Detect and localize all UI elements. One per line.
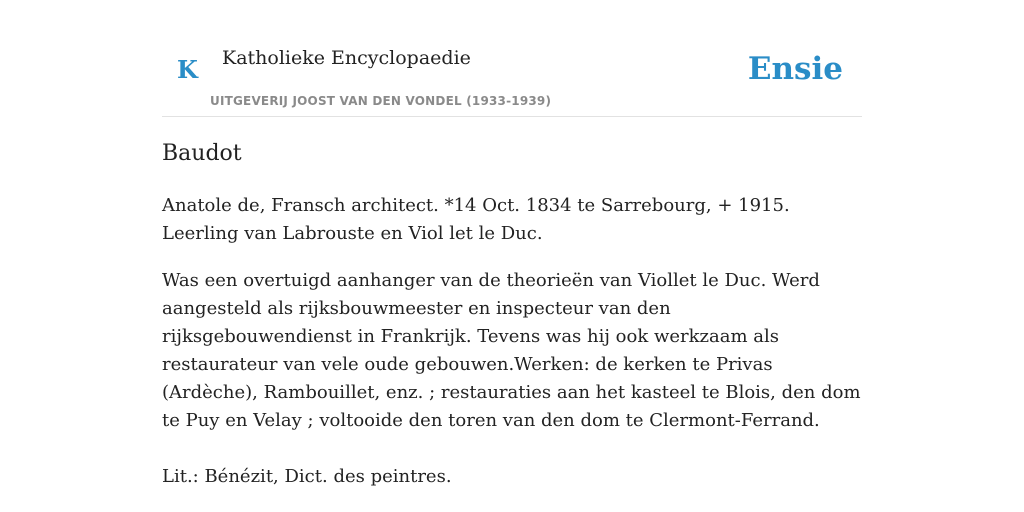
logo-icon[interactable]: K	[177, 55, 198, 84]
article-title: Baudot	[162, 141, 242, 166]
brand-logo[interactable]: Ensie	[747, 51, 843, 87]
literature-reference: Lit.: Bénézit, Dict. des peintres.	[162, 466, 452, 487]
site-title[interactable]: Katholieke Encyclopaedie	[222, 47, 471, 69]
article-paragraph: Anatole de, Fransch architect. *14 Oct. 1834 te Sarrebourg, + 1915. Leerling van Labrouste en Viol let le Duc.	[162, 195, 790, 244]
article-content	[162, 138, 862, 491]
article-paragraph: Was een overtuigd aanhanger van de theorieën van Viollet le Duc. Werd aangesteld als rijksbouwmeester en inspecteur van den rijksgebouwendienst in Frankrijk. Tevens was hij ook werkzaam als restaurateur van vele oude gebouwen.Werken: de kerken te Privas (Ardèche), Rambouillet, enz. ; restauraties aan het kasteel te Blois, den dom te Puy en Velay ; voltooide den toren van den dom te Clermont-Ferrand.	[162, 270, 861, 431]
publisher-subtitle: UITGEVERIJ JOOST VAN DEN VONDEL (1933-1939)	[210, 94, 552, 108]
site-header	[162, 0, 862, 117]
